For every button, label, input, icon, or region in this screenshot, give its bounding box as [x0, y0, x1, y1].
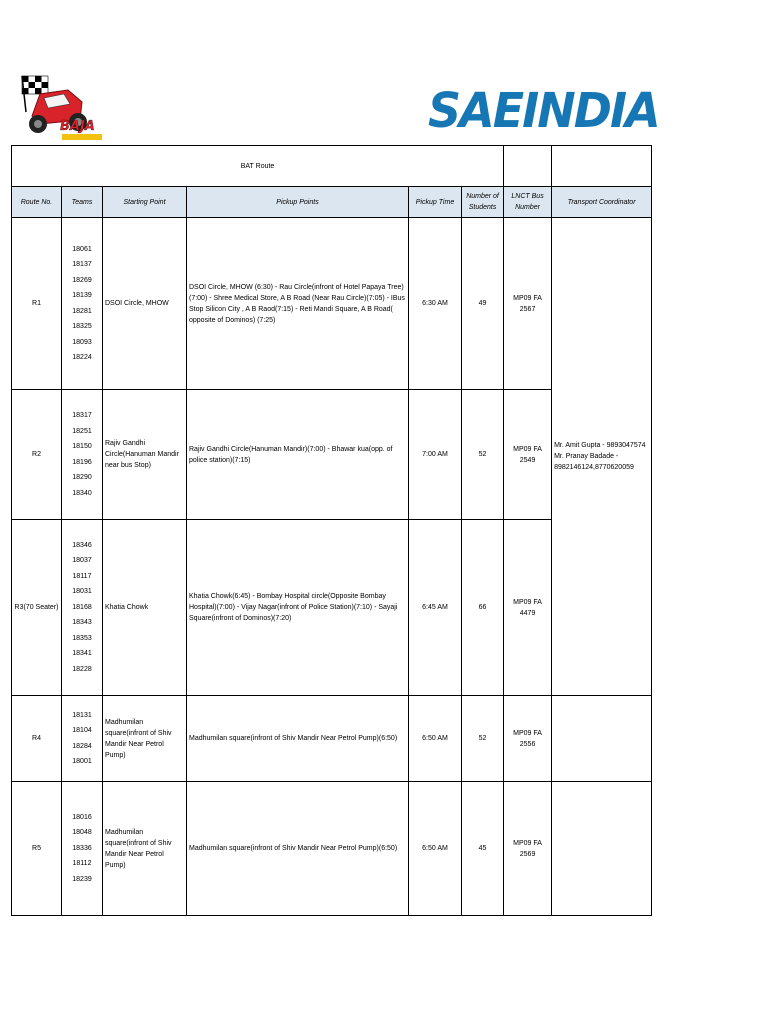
team-id: 18343 — [72, 619, 92, 627]
team-id: 18251 — [72, 427, 92, 435]
team-id: 18284 — [72, 742, 92, 750]
header-pickup-time: Pickup Time — [409, 187, 462, 218]
header-starting-point: Starting Point — [103, 187, 187, 218]
baja-race-car-icon — [20, 72, 110, 144]
bus-number-cell: MP09 FA 2569 — [504, 782, 552, 916]
team-id: 18317 — [72, 412, 92, 419]
team-id: 18341 — [72, 650, 92, 658]
starting-point-cell: Madhumilan square(infront of Shiv Mandir Near Petrol Pump) — [103, 782, 187, 916]
pickup-time-cell: 6:30 AM — [409, 218, 462, 390]
saeindia-logo — [428, 80, 659, 140]
team-id: 18001 — [72, 758, 92, 765]
route-no-cell: R2 — [12, 390, 62, 520]
starting-point-cell: Rajiv Gandhi Circle(Hanuman Mandir near bus Stop) — [103, 390, 187, 520]
table-row — [12, 218, 652, 390]
team-id: 18131 — [72, 711, 92, 719]
bat-route-table — [11, 145, 652, 916]
team-id: 18150 — [72, 443, 92, 450]
students-cell: 66 — [462, 520, 504, 696]
pickup-points-cell: Rajiv Gandhi Circle(Hanuman Mandir)(7:00) - Bhawar kua(opp. of police station)(7:15) — [187, 390, 409, 520]
team-id: 18031 — [72, 588, 92, 596]
team-id: 18325 — [72, 323, 92, 330]
coordinator-cell: Mr. Amit Gupta - 9893047574 Mr. Pranay Badade - 8982146124,8770620059 — [552, 218, 652, 696]
coordinator-empty-cell — [552, 696, 652, 782]
header-route-no: Route No. — [12, 187, 62, 218]
team-id: 18224 — [72, 354, 92, 361]
pickup-time-cell: 7:00 AM — [409, 390, 462, 520]
team-id: 18290 — [72, 474, 92, 481]
pickup-time-cell: 6:50 AM — [409, 782, 462, 916]
route-no-cell: R3(70 Seater) — [12, 520, 62, 696]
saeindia-logo-text: SAEINDIA — [428, 81, 659, 139]
pickup-points-cell: Madhumilan square(infront of Shiv Mandir Near Petrol Pump)(6:50) — [187, 782, 409, 916]
table-header-row — [12, 187, 652, 218]
starting-point-cell: Madhumilan square(infront of Shiv Mandir Near Petrol Pump) — [103, 696, 187, 782]
pickup-points-cell: Khatia Chowk(6:45) - Bombay Hospital circle(Opposite Bombay Hospital)(7:00) - Vijay Nagar(infront of Police Station)(7:10) - Sayaji Square(infront of Dominos)(7:20) — [187, 520, 409, 696]
teams-cell — [62, 782, 103, 916]
team-id: 18139 — [72, 292, 92, 299]
team-id: 18093 — [72, 338, 92, 346]
table-title-row — [12, 146, 652, 187]
team-id: 18037 — [72, 557, 92, 565]
students-cell: 49 — [462, 218, 504, 390]
table-title: BAT Route — [12, 146, 504, 187]
team-id: 18048 — [72, 829, 92, 837]
starting-point-cell: DSOI Circle, MHOW — [103, 218, 187, 390]
team-id: 18117 — [72, 572, 92, 580]
route-no-cell: R4 — [12, 696, 62, 782]
header-coordinator: Transport Coordinator — [552, 187, 652, 218]
header-pickup-points: Pickup Points — [187, 187, 409, 218]
header-num-students: Number of Students — [462, 187, 504, 218]
pickup-points-cell: Madhumilan square(infront of Shiv Mandir Near Petrol Pump)(6:50) — [187, 696, 409, 782]
students-cell: 52 — [462, 696, 504, 782]
bus-number-cell: MP09 FA 2567 — [504, 218, 552, 390]
pickup-points-cell: DSOI Circle, MHOW (6:30) - Rau Circle(infront of Hotel Papaya Tree) (7:00) - Shree Medical Store, A B Road (Near Rau Circle)(7:05) - IBus Stop Silicon City , A B Raod(7:15) - Reti Mandi Square, A B Road( opposite of Dominos) (7:25) — [187, 218, 409, 390]
team-id: 18239 — [72, 875, 92, 883]
bus-number-cell: MP09 FA 4479 — [504, 520, 552, 696]
pickup-time-cell: 6:45 AM — [409, 520, 462, 696]
teams-cell — [62, 696, 103, 782]
coordinator-empty-cell — [552, 782, 652, 916]
team-id: 18016 — [72, 813, 92, 821]
header-bus-number: LNCT Bus Number — [504, 187, 552, 218]
team-id: 18137 — [72, 261, 92, 268]
bus-number-cell: MP09 FA 2549 — [504, 390, 552, 520]
students-cell: 52 — [462, 390, 504, 520]
pickup-time-cell: 6:50 AM — [409, 696, 462, 782]
svg-text:BAJA: BAJA — [60, 119, 95, 134]
table-row — [12, 696, 652, 782]
teams-cell — [62, 390, 103, 520]
teams-cell — [62, 520, 103, 696]
team-id: 18336 — [72, 844, 92, 852]
team-id: 18168 — [72, 603, 92, 611]
team-id: 18228 — [72, 665, 92, 673]
title-empty-cell — [504, 146, 552, 187]
starting-point-cell: Khatia Chowk — [103, 520, 187, 696]
team-id: 18061 — [72, 245, 92, 253]
route-no-cell: R1 — [12, 218, 62, 390]
team-id: 18104 — [72, 727, 92, 734]
team-id: 18281 — [72, 307, 92, 315]
team-id: 18340 — [72, 489, 92, 497]
title-empty-cell — [552, 146, 652, 187]
route-no-cell: R5 — [12, 782, 62, 916]
team-id: 18346 — [72, 541, 92, 549]
team-id: 18196 — [72, 458, 92, 466]
students-cell: 45 — [462, 782, 504, 916]
baja-logo — [20, 72, 110, 144]
team-id: 18112 — [72, 860, 92, 868]
teams-cell — [62, 218, 103, 390]
bus-number-cell: MP09 FA 2556 — [504, 696, 552, 782]
header-teams: Teams — [62, 187, 103, 218]
team-id: 18353 — [72, 634, 92, 642]
team-id: 18269 — [72, 276, 92, 284]
table-row — [12, 782, 652, 916]
